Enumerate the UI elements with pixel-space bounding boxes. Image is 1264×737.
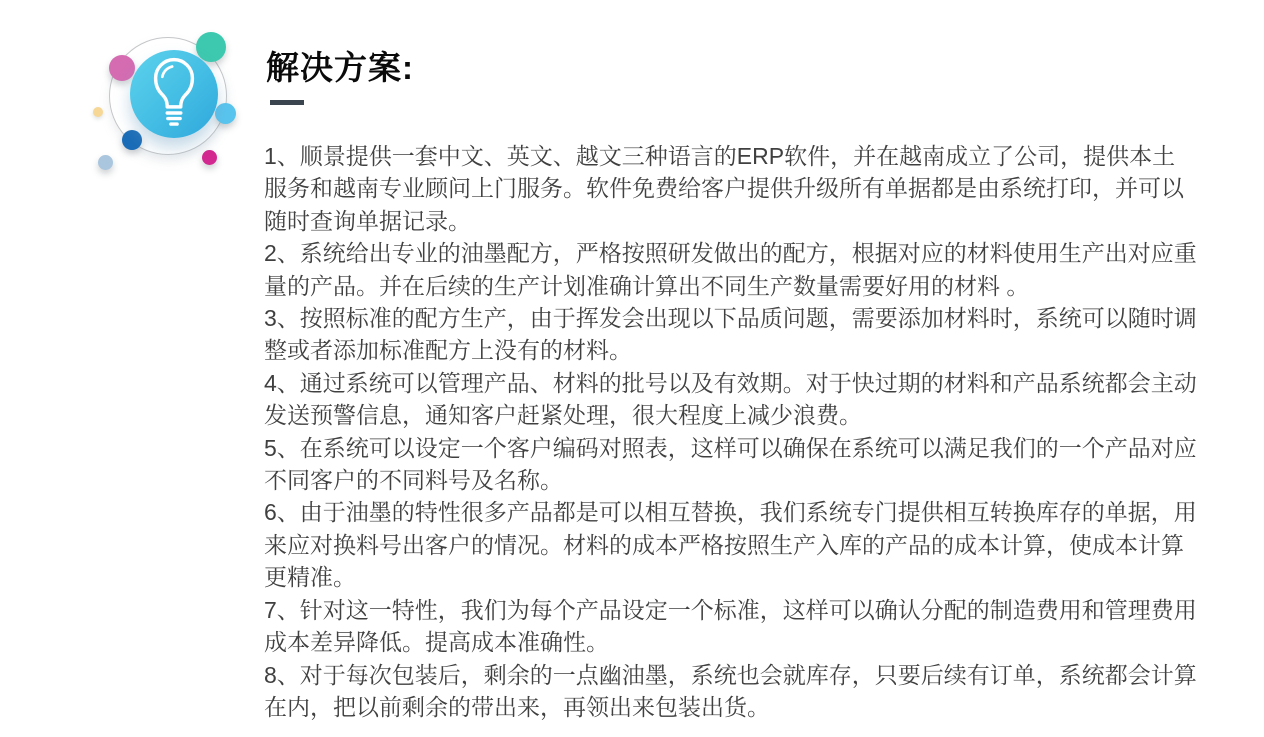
sky-blue-dot — [215, 103, 236, 124]
solution-item-3: 3、按照标准的配方生产，由于挥发会出现以下品质问题，需要添加材料时，系统可以随时调整或者添加标准配方上没有的材料。 — [264, 305, 1197, 364]
idea-graphic — [0, 0, 260, 200]
lightbulb-icon — [147, 57, 201, 131]
page-title: 解决方案: — [266, 49, 414, 86]
solution-list — [264, 140, 1198, 723]
solution-item-2: 2、系统给出专业的油墨配方，严格按照研发做出的配方，根据对应的材料使用生产出对应重量的产品。并在后续的生产计划准确计算出不同生产数量需要好用的材料 。 — [264, 240, 1197, 299]
solution-item-4: 4、通过系统可以管理产品、材料的批号以及有效期。对于快过期的材料和产品系统都会主动发送预警信息，通知客户赶紧处理，很大程度上减少浪费。 — [264, 369, 1197, 429]
title-underline — [270, 100, 304, 105]
magenta-dot — [202, 150, 217, 165]
yellow-dot — [93, 107, 103, 117]
steel-blue-dot — [98, 155, 113, 170]
pink-dot — [109, 55, 135, 81]
lightbulb-badge — [130, 50, 218, 138]
solution-item-7: 7、针对这一特性，我们为每个产品设定一个标准，这样可以确认分配的制造费用和管理费用成本差异降低。提高成本准确性。 — [264, 596, 1197, 656]
dark-blue-dot — [122, 130, 142, 150]
solution-item-1: 1、顺景提供一套中文、英文、越文三种语言的ERP软件，并在越南成立了公司，提供本土服务和越南专业顾问上门服务。软件免费给客户提供升级所有单据都是由系统打印，并可以随时查询单据记录。 — [264, 143, 1184, 234]
solution-item-5: 5、在系统可以设定一个客户编码对照表，这样可以确保在系统可以满足我们的一个产品对应不同客户的不同料号及名称。 — [264, 434, 1197, 494]
solution-item-6: 6、由于油墨的特性很多产品都是可以相互替换，我们系统专门提供相互转换库存的单据，用来应对换料号出客户的情况。材料的成本严格按照生产入库的产品的成本计算，使成本计算更精准。 — [264, 499, 1197, 591]
solution-item-8: 8、对于每次包装后，剩余的一点幽油墨，系统也会就库存，只要后续有订单，系统都会计算在内，把以前剩余的带出来，再领出来包装出货。 — [264, 661, 1197, 720]
